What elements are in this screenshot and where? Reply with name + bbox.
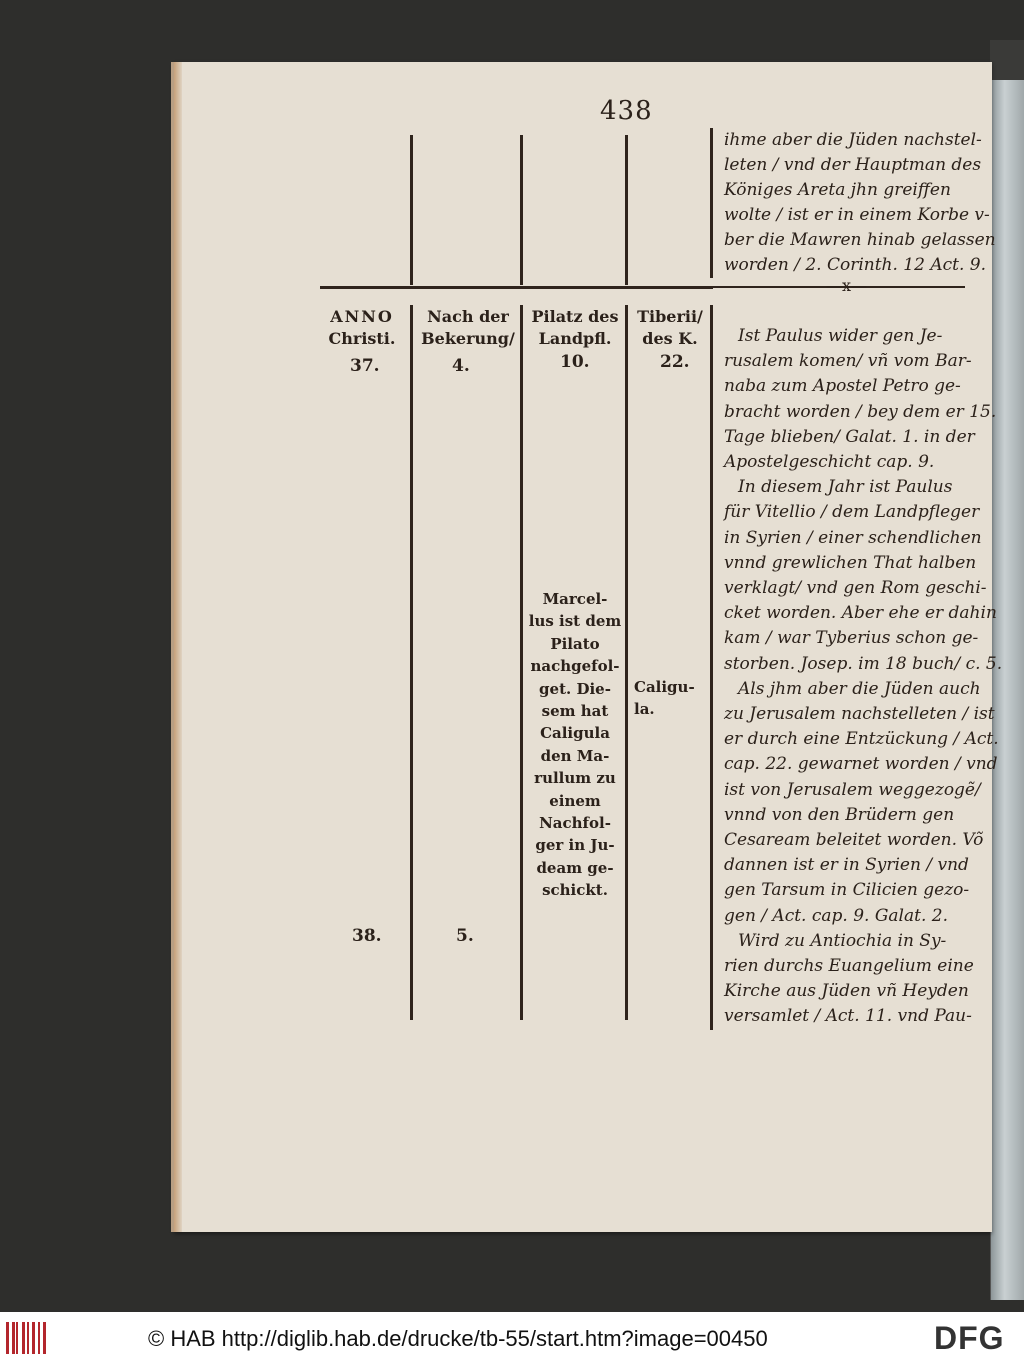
- ornament: —x—: [826, 276, 868, 295]
- col3-note-line: Nachfol-: [539, 814, 611, 833]
- column-rule: [410, 305, 413, 1020]
- hab-barcode-logo-icon: [6, 1322, 48, 1354]
- main-text-line: kam / war Tyberius schon ge-: [724, 628, 979, 649]
- main-text-line: naba zum Apostel Petro ge-: [724, 376, 961, 397]
- col3-note-line: Caligula: [540, 724, 610, 743]
- column-rule: [625, 135, 628, 285]
- header-anno-line1: ANNO: [330, 307, 394, 326]
- main-text-line: vnnd von den Brüdern gen: [724, 804, 955, 825]
- main-text-line: bracht worden / bey dem er 15.: [724, 401, 997, 422]
- col3-note-line: schickt.: [542, 881, 608, 900]
- header-anno-line2: Christi.: [328, 329, 396, 348]
- header-bekerung-line2: Bekerung/: [421, 329, 515, 348]
- year-38: 38.: [352, 926, 382, 946]
- main-text-line: für Vitellio / dem Landpfleger: [724, 502, 980, 523]
- col3-note-line: get. Die-: [539, 679, 611, 698]
- col4-note-line: Caligu-: [634, 678, 695, 696]
- header-pilatus: [526, 306, 624, 350]
- main-text-line: zu Jerusalem nachstelleten / ist: [724, 704, 995, 724]
- column-rule: [410, 135, 413, 285]
- main-text-line: vnnd grewlichen That halben: [724, 552, 977, 573]
- header-tiberius-line1: Tiberii/: [637, 307, 703, 326]
- header-tiberius-line2: des K.: [642, 329, 698, 348]
- main-text-line: cap. 22. gewarnet worden / vnd: [724, 754, 998, 775]
- marcellus-note: [528, 588, 622, 902]
- header-pilatus-line1: Pilatz des: [531, 307, 619, 326]
- main-text-line: Ist Paulus wider gen Je-: [738, 326, 943, 346]
- col4-note-line: la.: [634, 700, 655, 719]
- main-text-line: Wird zu Antiochia in Sy-: [738, 930, 947, 951]
- col3-note-line: ger in Ju-: [535, 836, 615, 855]
- main-text-line: Apostelgeschicht cap. 9.: [724, 452, 935, 472]
- bekerung-5: 5.: [456, 926, 474, 946]
- year-37: 37.: [350, 356, 380, 376]
- page-edge: [174, 62, 182, 1232]
- scanner-clamp-top: [990, 40, 1024, 80]
- main-text-line: storben. Josep. im 18 buch/ c. 5.: [724, 653, 1003, 674]
- header-bekerung-line1: Nach der: [427, 307, 509, 326]
- main-text-line: Als jhm aber die Jüden auch: [738, 678, 981, 699]
- main-text-line: rusalem komen/ vñ vom Bar-: [724, 351, 972, 372]
- main-text-line: Cesaream beleitet worden. Võ: [724, 830, 984, 850]
- col3-note-line: einem: [549, 791, 601, 810]
- column-rule: [625, 305, 628, 1020]
- header-pilatus-line2: Landpfl.: [538, 329, 612, 348]
- copyright-link[interactable]: © HAB http://diglib.hab.de/drucke/tb-55/start.htm?image=00450: [148, 1326, 768, 1351]
- top-right-line: leten / vnd der Hauptman des: [724, 155, 982, 175]
- main-text-line: gen / Act. cap. 9. Galat. 2.: [724, 905, 948, 926]
- header-anno: [318, 306, 406, 350]
- col3-note-line: lus ist dem: [528, 612, 622, 631]
- main-text-line: rien durchs Euangelium eine: [724, 956, 974, 976]
- col3-note-line: sem hat: [541, 702, 609, 721]
- top-right-line: wolte / ist er in einem Korbe v-: [724, 205, 990, 225]
- caligula-note: [634, 676, 695, 721]
- col3-note-line: rullum zu: [534, 769, 616, 788]
- main-text-line: verklagt/ vnd gen Rom geschi-: [724, 578, 987, 598]
- main-text-line: dannen ist er in Syrien / vnd: [724, 855, 969, 876]
- top-right-line: worden / 2. Corinth. 12 Act. 9.: [724, 255, 986, 275]
- column-rule: [520, 305, 523, 1020]
- col3-note-line: nachgefol-: [530, 657, 620, 676]
- col3-note-line: den Ma-: [540, 746, 610, 765]
- column-rule: [710, 305, 713, 1030]
- main-text-line: In diesem Jahr ist Paulus: [738, 477, 953, 498]
- main-text-line: Tage blieben/ Galat. 1. in der: [724, 426, 975, 447]
- dfg-logo: DFG: [934, 1320, 1005, 1356]
- table-separator: [320, 286, 713, 289]
- col3-note-line: deam ge-: [536, 858, 614, 877]
- column-rule: [710, 128, 713, 278]
- main-text-line: gen Tarsum in Cilicien gezo-: [724, 880, 970, 901]
- main-text-line: in Syrien / einer schendlichen: [724, 527, 982, 548]
- top-right-line: ber die Mawren hinab gelassen: [724, 230, 996, 250]
- page-number: 438: [600, 96, 653, 126]
- col3-note-line: Pilato: [550, 634, 600, 653]
- top-right-line: Königes Areta jhn greiffen: [724, 180, 951, 200]
- main-text-line: Kirche aus Jüden vñ Heyden: [724, 981, 969, 1002]
- col3-note-line: Marcel-: [542, 590, 608, 608]
- top-right-line: ihme aber die Jüden nachstel-: [724, 130, 982, 150]
- bekerung-4: 4.: [452, 356, 470, 376]
- column-rule: [520, 135, 523, 285]
- tiberius-22: 22.: [660, 352, 690, 372]
- main-text-line: cket worden. Aber ehe er dahin: [724, 603, 997, 624]
- header-tiberius: [630, 306, 710, 350]
- main-text-line: versamlet / Act. 11. vnd Pau-: [724, 1006, 972, 1027]
- main-text-line: er durch eine Entzückung / Act.: [724, 729, 999, 750]
- main-text-line: ist von Jerusalem weggezogẽ/: [724, 779, 981, 800]
- header-bekerung: [418, 306, 518, 350]
- pilatus-10: 10.: [560, 352, 590, 372]
